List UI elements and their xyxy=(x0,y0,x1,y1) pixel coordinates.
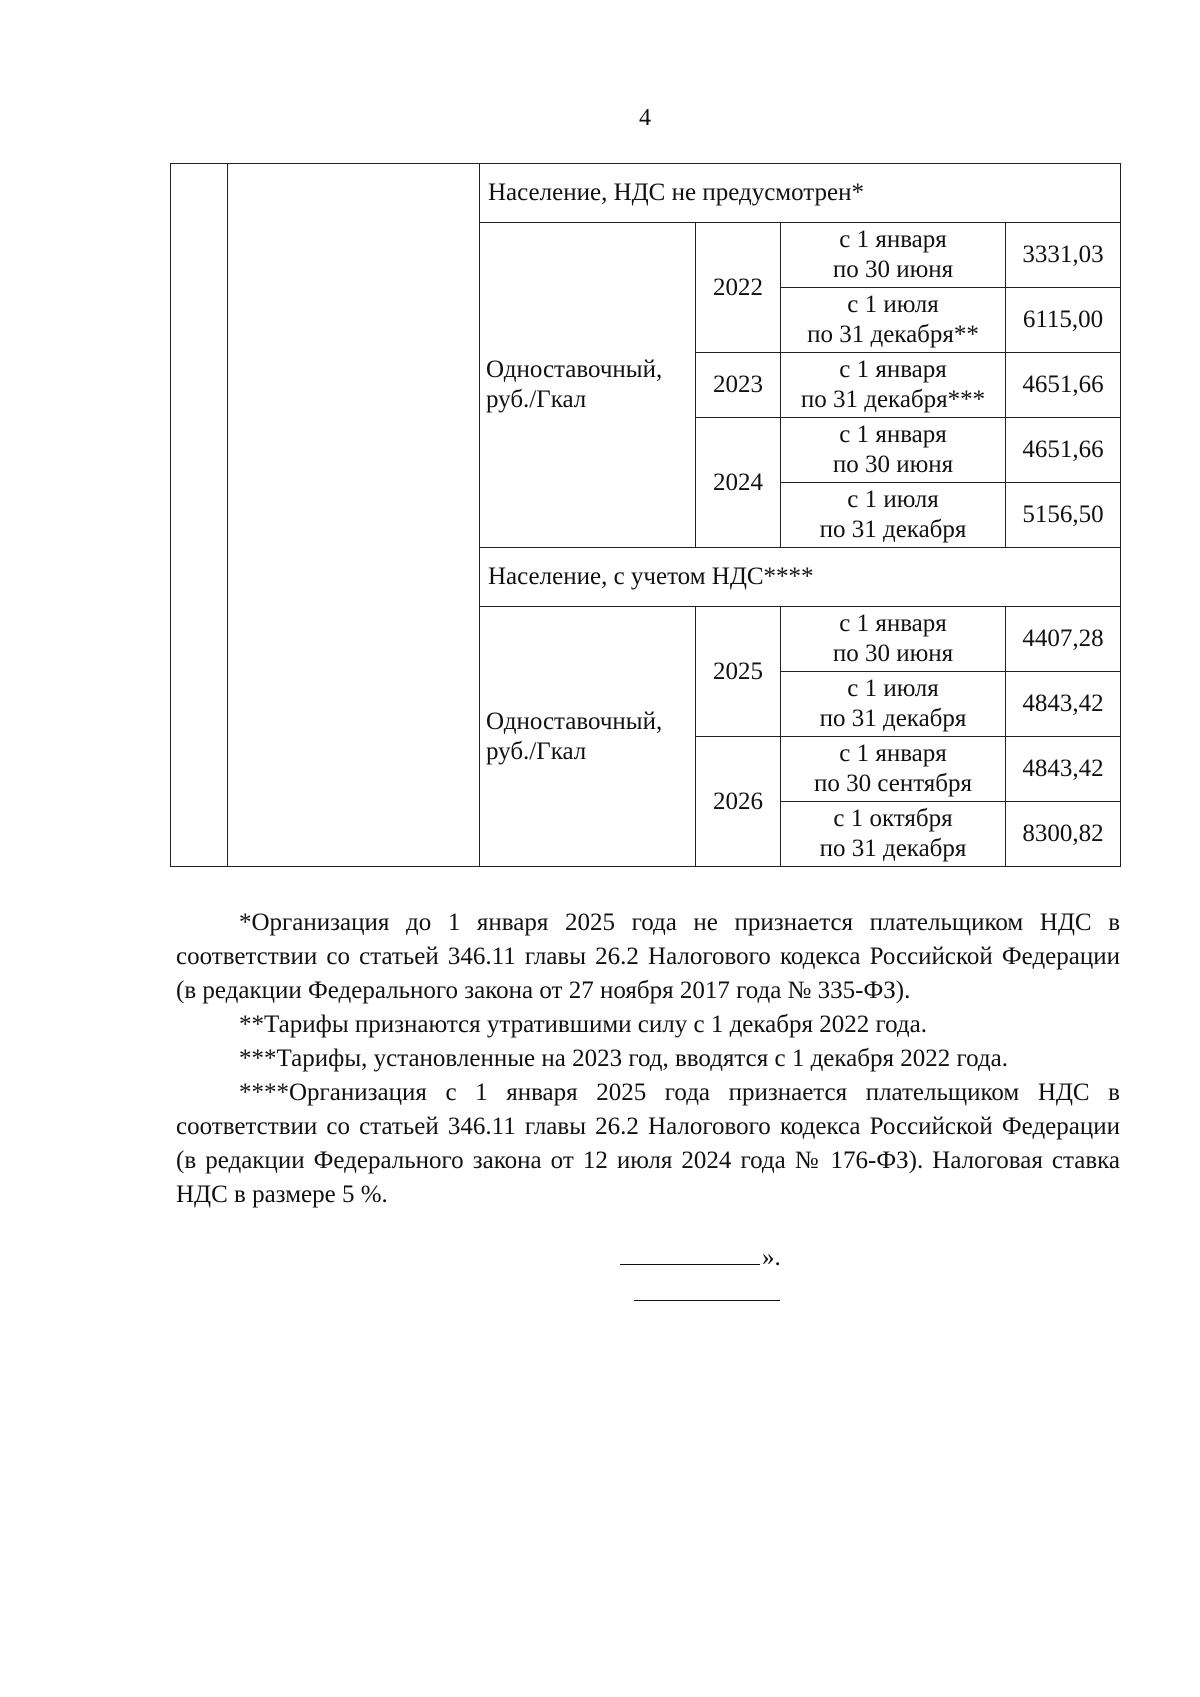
period-start: с 1 января xyxy=(839,421,947,448)
tariff-value: 4407,28 xyxy=(1006,607,1121,672)
period-start: с 1 января xyxy=(839,740,947,767)
year-cell: 2022 xyxy=(696,223,781,353)
period-cell xyxy=(781,288,1006,353)
tariff-value: 4651,66 xyxy=(1006,418,1121,483)
tariff-value: 4651,66 xyxy=(1006,353,1121,418)
period-start: с 1 июля xyxy=(847,675,939,702)
period-cell xyxy=(781,607,1006,672)
closing-mark: ». xyxy=(762,1244,781,1271)
tariff-table xyxy=(170,163,1121,867)
period-cell xyxy=(781,418,1006,483)
period-start: с 1 января xyxy=(839,610,947,637)
page-number: 4 xyxy=(639,105,651,131)
year-cell: 2024 xyxy=(696,418,781,548)
footnote: ****Организация с 1 января 2025 года признается плательщиком НДС в соответствии со статьей 346.11 главы 26.2 Налогового кодекса Российской Федерации (в редакции Федерального закона от 12 июля 2024 года № 176-ФЗ). Налоговая ставка НДС в размере 5 %. xyxy=(176,1079,1120,1208)
period-end: по 30 сентября xyxy=(813,770,973,797)
footnote: **Тарифы признаются утратившими силу с 1 декабря 2022 года. xyxy=(239,1011,927,1038)
period-cell xyxy=(781,223,1006,288)
year-cell: 2023 xyxy=(696,353,781,418)
tariff-value: 4843,42 xyxy=(1006,672,1121,737)
closing-underline xyxy=(620,1264,760,1265)
empty-column-2 xyxy=(228,164,480,867)
year-cell: 2025 xyxy=(696,607,781,737)
period-cell xyxy=(781,483,1006,548)
period-end: по 31 декабря xyxy=(819,835,967,862)
section-heading: Население, с учетом НДС**** xyxy=(480,548,1121,607)
tariff-value: 4843,42 xyxy=(1006,737,1121,802)
empty-column-1 xyxy=(171,164,228,867)
period-start: с 1 июля xyxy=(847,291,939,318)
rate-type: Одноставочный, руб./Гкал xyxy=(480,223,696,548)
rate-type: Одноставочный, руб./Гкал xyxy=(480,607,696,867)
section-heading: Население, НДС не предусмотрен* xyxy=(480,164,1121,223)
footnote: *Организация до 1 января 2025 года не признается плательщиком НДС в соответствии со статьей 346.11 главы 26.2 Налогового кодекса Российской Федерации (в редакции Федерального закона от 27 ноября 2017 года № 335-ФЗ). xyxy=(176,909,1120,1004)
period-end: по 30 июня xyxy=(832,640,954,667)
period-start: с 1 июля xyxy=(847,486,939,513)
period-end: по 31 декабря*** xyxy=(800,386,986,413)
period-start: с 1 января xyxy=(839,226,947,253)
period-cell xyxy=(781,737,1006,802)
tariff-value: 3331,03 xyxy=(1006,223,1121,288)
period-end: по 31 декабря xyxy=(819,516,967,543)
period-end: по 31 декабря xyxy=(819,705,967,732)
period-end: по 30 июня xyxy=(832,451,954,478)
year-cell: 2026 xyxy=(696,737,781,867)
section-header-row xyxy=(171,164,1121,223)
footnote: ***Тарифы, установленные на 2023 год, вводятся с 1 декабря 2022 года. xyxy=(239,1045,1008,1072)
period-cell xyxy=(781,672,1006,737)
closing-line xyxy=(620,1244,781,1272)
period-end: по 30 июня xyxy=(832,256,954,283)
tariff-value: 8300,82 xyxy=(1006,802,1121,867)
footnotes xyxy=(176,906,1120,1212)
period-cell xyxy=(781,802,1006,867)
period-end: по 31 декабря** xyxy=(807,321,979,348)
period-start: с 1 января xyxy=(839,356,947,383)
tariff-value: 6115,00 xyxy=(1006,288,1121,353)
end-rule xyxy=(634,1300,780,1301)
tariff-value: 5156,50 xyxy=(1006,483,1121,548)
period-cell xyxy=(781,353,1006,418)
period-start: с 1 октября xyxy=(833,805,953,832)
